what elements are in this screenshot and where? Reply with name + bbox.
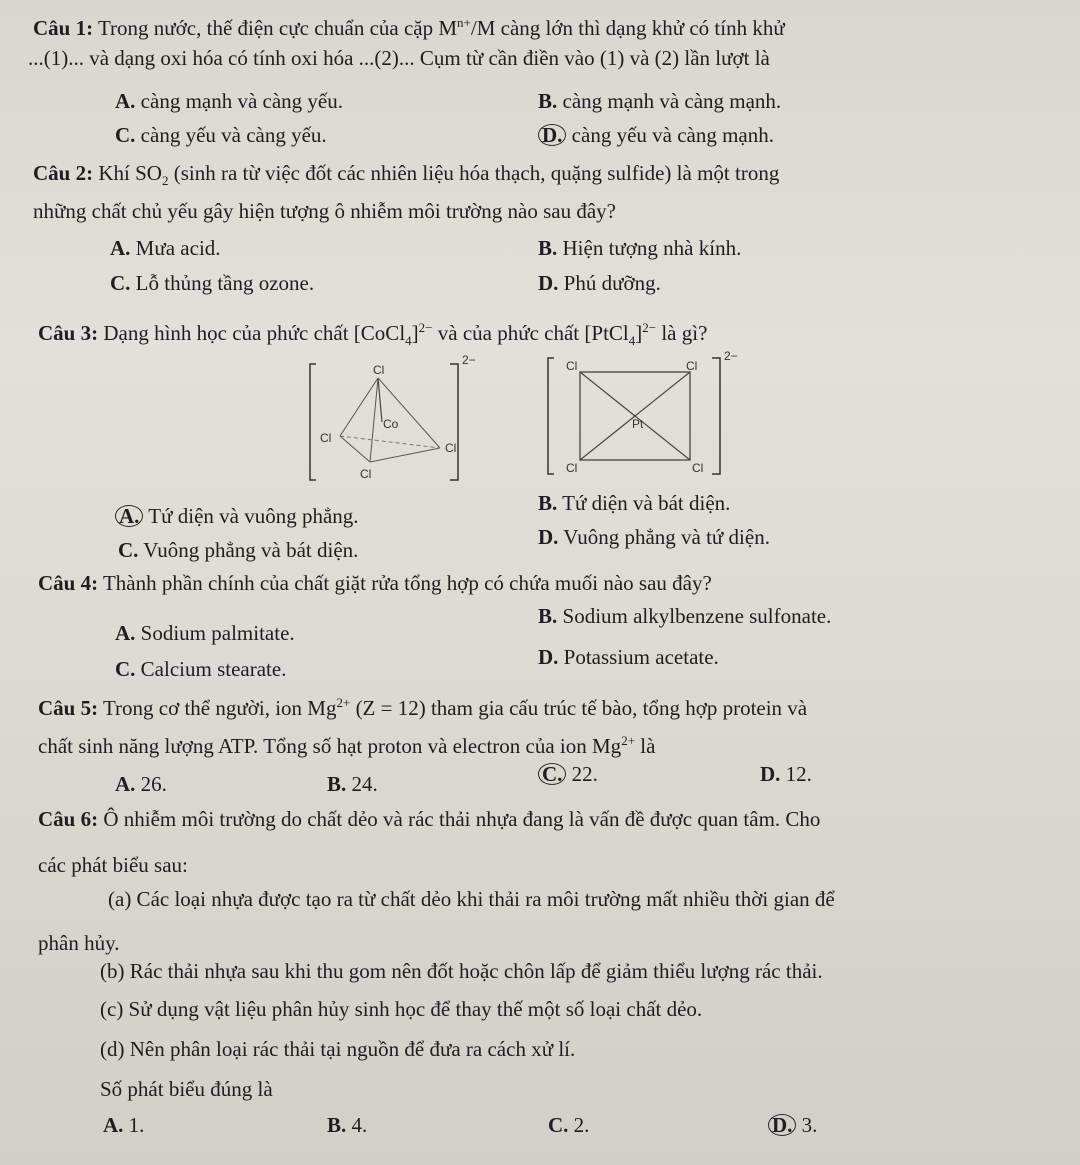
option-letter: A. (115, 772, 136, 796)
option-letter-circled: C. (538, 763, 566, 785)
q3-sup2: 2− (642, 320, 657, 335)
q5-option-a[interactable] (115, 771, 167, 797)
q6-statement-a: (a) Các loại nhựa được tạo ra từ chất dẻo khi thải ra môi trường mất nhiều thời gian để (108, 887, 835, 911)
option-text: Mưa acid. (135, 236, 221, 260)
q5-option-b[interactable] (327, 771, 378, 797)
option-letter: B. (538, 89, 558, 113)
q6-statement-b: (b) Rác thải nhựa sau khi thu gom nên đốt hoặc chôn lấp để giảm thiểu lượng rác thải. (100, 959, 823, 983)
option-text: Vuông phẳng và bát diện. (143, 538, 359, 562)
fig1-ligand-top: Cl (373, 363, 385, 377)
option-text: Sodium alkylbenzene sulfonate. (562, 604, 832, 628)
option-letter: D. (538, 525, 559, 549)
q6-label: Câu 6: (38, 807, 99, 831)
q3-sub1: 4 (405, 333, 412, 349)
q3-line1: Câu 3: Dạng hình học của phức chất [CoCl$_4$]$^{2-}$ và của phức chất [PtCl$_4$]$^{2-}$ là gì? (38, 320, 708, 349)
q1-option-b[interactable] (538, 88, 781, 114)
q5-text: Trong cơ thể người, ion Mg (102, 696, 337, 720)
fig1-center: Co (383, 417, 399, 431)
option-text: 12. (785, 762, 812, 786)
q4-option-b[interactable] (538, 603, 831, 629)
q1-sup: n+ (457, 15, 471, 30)
ptcl4-square-planar-figure (540, 350, 750, 485)
option-text: 22. (571, 762, 598, 786)
option-letter: A. (103, 1113, 124, 1137)
option-text: 3. (801, 1113, 818, 1137)
q2-option-b[interactable] (538, 235, 741, 261)
option-text: càng yếu và càng yếu. (140, 123, 327, 147)
q4-text: Thành phần chính của chất giặt rửa tổng hợp có chứa muối nào sau đây? (102, 571, 712, 595)
option-text: 1. (128, 1113, 145, 1137)
option-text: 2. (573, 1113, 590, 1137)
q3-text-tail: là gì? (661, 321, 708, 345)
q3-option-d[interactable] (538, 524, 770, 550)
option-letter: A. (110, 236, 131, 260)
option-letter: B. (327, 772, 347, 796)
q4-line1 (38, 570, 712, 596)
q5-line2-text: chất sinh năng lượng ATP. Tổng số hạt proton và electron của ion Mg (38, 734, 622, 758)
q4-option-a[interactable] (115, 620, 295, 646)
option-letter: D. (760, 762, 781, 786)
q6-statement-c: (c) Sử dụng vật liệu phân hủy sinh học để thay thế một số loại chất dẻo. (100, 997, 703, 1021)
fig2-ligand-tl: Cl (566, 359, 578, 373)
fig1-ligand-left: Cl (320, 431, 332, 445)
q4-label: Câu 4: (38, 571, 99, 595)
option-letter: C. (115, 123, 136, 147)
fig2-ligand-bl: Cl (566, 461, 578, 475)
option-letter: C. (110, 271, 131, 295)
option-letter: A. (115, 89, 136, 113)
q6-option-d[interactable] (768, 1112, 817, 1138)
q6-text: Ô nhiễm môi trường do chất dẻo và rác thải nhựa đang là vấn đề được quan tâm. Cho (103, 807, 821, 831)
q2-line1 (33, 160, 779, 194)
q6-option-a[interactable] (103, 1112, 144, 1138)
option-letter-circled: D. (538, 124, 566, 146)
q1-option-c[interactable] (115, 122, 327, 148)
fig2-center: Pt (632, 417, 644, 431)
option-letter-circled: D. (768, 1114, 796, 1136)
option-text: Potassium acetate. (563, 645, 719, 669)
option-text: càng mạnh và càng mạnh. (562, 89, 782, 113)
q5-text-tail: (Z = 12) tham gia cấu trúc tế bào, tổng hợp protein và (355, 696, 808, 720)
option-text: Phú dưỡng. (563, 271, 661, 295)
option-letter: C. (115, 657, 136, 681)
q3-sup1: 2− (418, 320, 433, 335)
option-text: 24. (351, 772, 378, 796)
option-text: 4. (351, 1113, 368, 1137)
option-letter: B. (538, 236, 558, 260)
option-letter-circled: A. (115, 505, 143, 527)
q6-statement-d: (d) Nên phân loại rác thải tại nguồn để đưa ra cách xử lí. (100, 1037, 576, 1061)
q6-option-b[interactable] (327, 1112, 367, 1138)
option-text: Sodium palmitate. (140, 621, 295, 645)
q5-label: Câu 5: (38, 696, 99, 720)
q6-line2: các phát biểu sau: (38, 853, 188, 877)
q1-option-d[interactable] (538, 122, 774, 148)
q1-line2: ...(1)... và dạng oxi hóa có tính oxi hóa ...(2)... Cụm từ cần điền vào (1) và (2) lần lượt là (28, 46, 770, 70)
q3-text-mid: và của phức chất [PtCl (437, 321, 629, 345)
option-text: 26. (140, 772, 167, 796)
q6-prompt: Số phát biểu đúng là (100, 1077, 273, 1101)
q4-option-c[interactable] (115, 656, 286, 682)
q2-sub: 2 (161, 173, 169, 189)
cocl4-tetrahedral-figure (300, 350, 500, 490)
option-text: Lỗ thủng tầng ozone. (135, 271, 315, 295)
q2-line2: những chất chủ yếu gây hiện tượng ô nhiễm môi trường nào sau đây? (33, 199, 616, 223)
option-text: Hiện tượng nhà kính. (562, 236, 742, 260)
q5-option-c[interactable] (538, 761, 598, 787)
fig1-ligand-right: Cl (445, 441, 457, 455)
fig2-charge: 2− (724, 350, 738, 363)
q1-option-a[interactable] (115, 88, 343, 114)
q6-option-c[interactable] (548, 1112, 589, 1138)
q1-text: Trong nước, thế điện cực chuẩn của cặp M (97, 16, 458, 40)
option-text: Calcium stearate. (140, 657, 287, 681)
q3-option-c[interactable] (118, 537, 358, 563)
option-letter: D. (538, 645, 559, 669)
q4-option-d[interactable] (538, 644, 719, 670)
fig1-ligand-bottom: Cl (360, 467, 372, 481)
q3-sub2: 4 (628, 333, 636, 349)
option-text: càng yếu và càng mạnh. (571, 123, 775, 147)
q2-text-tail: (sinh ra từ việc đốt các nhiên liệu hóa thạch, quặng sulfide) là một trong (173, 161, 780, 185)
q3-label: Câu 3: (38, 321, 99, 345)
q1-text-tail: /M càng lớn thì dạng khử có tính khử (470, 16, 785, 40)
option-letter: C. (548, 1113, 569, 1137)
fig2-ligand-tr: Cl (686, 359, 698, 373)
q5-sup: 2+ (336, 695, 351, 710)
option-text: Tứ diện và bát diện. (562, 491, 731, 515)
q3-option-a[interactable] (115, 503, 359, 529)
q2-option-d[interactable] (538, 270, 661, 296)
q5-option-d[interactable] (760, 761, 812, 787)
q5-line1 (38, 690, 807, 721)
q1-label: Câu 1: (33, 16, 94, 40)
q2-text: Khí SO (98, 161, 162, 185)
option-letter: B. (538, 491, 558, 515)
q5-line2-tail: là (640, 734, 656, 758)
q6-statement-a-cont: phân hủy. (38, 931, 120, 955)
option-text: Tứ diện và vuông phẳng. (148, 504, 359, 528)
q1-line1 (33, 10, 785, 41)
fig1-charge: 2− (462, 353, 476, 367)
option-letter: A. (115, 621, 136, 645)
fig2-ligand-br: Cl (692, 461, 704, 475)
q2-option-c[interactable] (110, 270, 314, 296)
option-letter: B. (538, 604, 558, 628)
q3-option-b[interactable] (538, 490, 730, 516)
q3-text: Dạng hình học của phức chất [CoCl (103, 321, 406, 345)
q5-line2 (38, 728, 655, 759)
option-text: càng mạnh và càng yếu. (140, 89, 344, 113)
option-letter: C. (118, 538, 139, 562)
option-letter: B. (327, 1113, 347, 1137)
q5-line2-sup: 2+ (621, 733, 636, 748)
q2-label: Câu 2: (33, 161, 94, 185)
option-letter: D. (538, 271, 559, 295)
q6-line1 (38, 806, 820, 832)
q2-option-a[interactable] (110, 235, 221, 261)
option-text: Vuông phẳng và tứ diện. (563, 525, 770, 549)
